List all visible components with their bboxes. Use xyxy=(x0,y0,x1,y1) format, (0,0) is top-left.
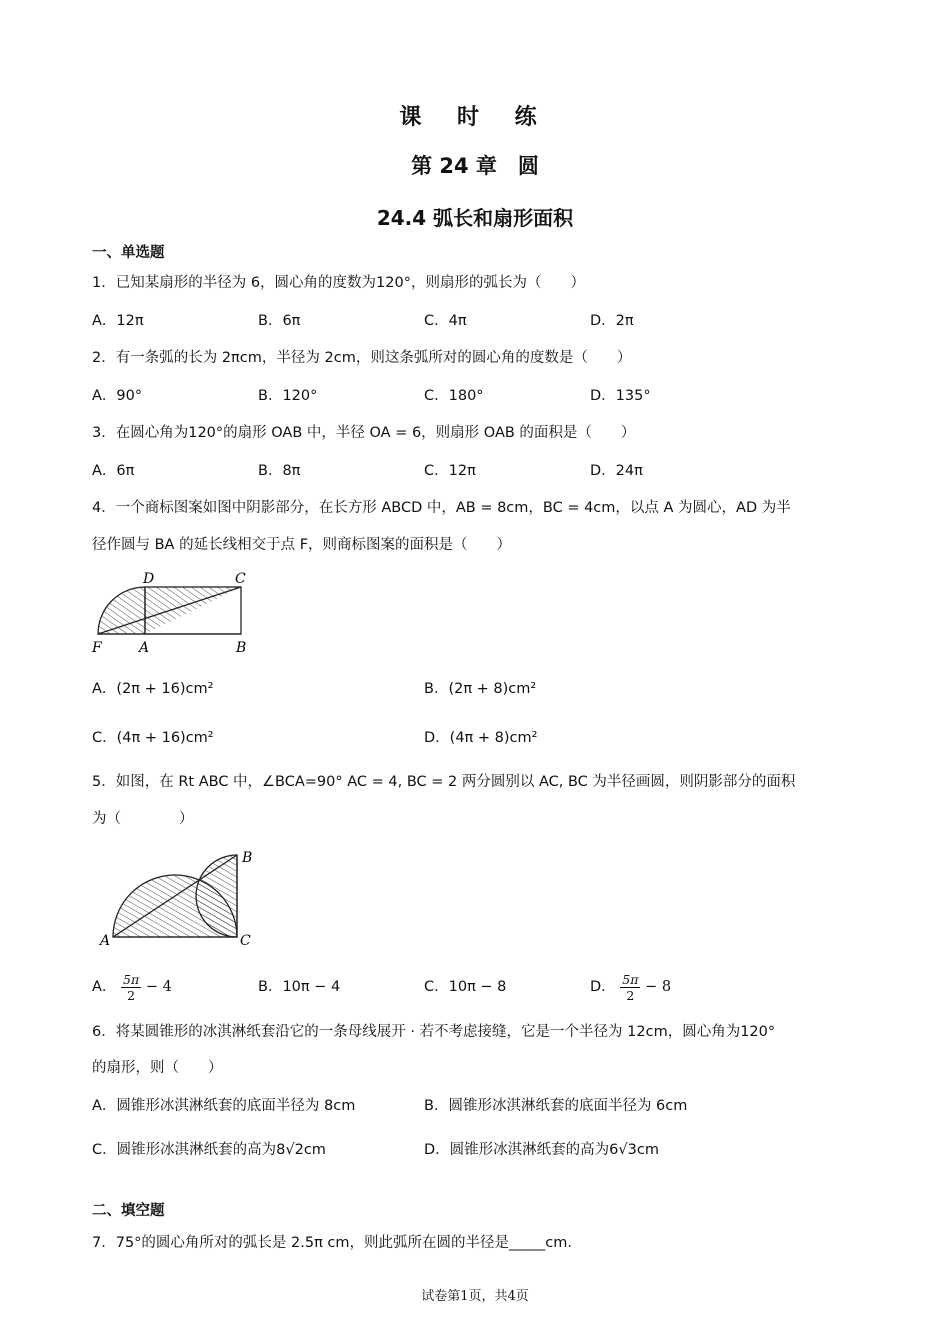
page-footer: 试卷第1页，共4页 xyxy=(421,1289,529,1304)
q1-stem: 1．已知某扇形的半径为 6，圆心角的度数为120°，则扇形的弧长为（ ） xyxy=(92,275,585,291)
q3-option-a[interactable]: A．6π xyxy=(92,463,135,479)
q4-option-c[interactable]: C．(4π + 16)cm² xyxy=(92,730,214,746)
q5-option-a[interactable] xyxy=(92,968,172,1006)
part1-heading: 一、单选题 xyxy=(92,245,165,261)
q4-figure xyxy=(88,570,258,658)
q4-stem-line1: 4．一个商标图案如图中阴影部分，在长方形 ABCD 中，AB = 8cm，BC = 4cm，以点 A 为圆心，AD 为半 xyxy=(92,500,791,516)
q6-option-b[interactable]: B．圆锥形冰淇淋纸套的底面半径为 6cm xyxy=(424,1098,688,1114)
q5-stem-line2: 为（ ） xyxy=(92,811,194,827)
q3-stem: 3．在圆心角为120°的扇形 OAB 中，半径 OA = 6，则扇形 OAB 的面积是（ ） xyxy=(92,425,636,441)
q5-option-a-fraction: $\frac{5\pi}{2}$ xyxy=(123,971,140,1003)
q5-option-d[interactable] xyxy=(590,968,671,1006)
q3-option-d[interactable]: D．24π xyxy=(590,463,643,479)
q4-shaded-triangle xyxy=(145,587,241,634)
q5-label-a: A xyxy=(100,933,111,948)
q3-option-c[interactable]: C．12π xyxy=(424,463,476,479)
q6-option-a[interactable]: A．圆锥形冰淇淋纸套的底面半径为 8cm xyxy=(92,1098,356,1114)
q5-label-c: C xyxy=(240,933,251,948)
q2-option-a[interactable]: A．90° xyxy=(92,388,143,404)
section-title: 24.4 弧长和扇形面积 xyxy=(376,206,574,230)
q2-option-b[interactable]: B．120° xyxy=(258,388,318,404)
q5-option-d-tail: − 8 xyxy=(645,979,672,995)
q4-option-a[interactable]: A．(2π + 16)cm² xyxy=(92,681,214,697)
q4-stem-line2: 径作圆与 BA 的延长线相交于点 F，则商标图案的面积是（ ） xyxy=(92,537,512,553)
q5-option-d-label: D． xyxy=(590,979,616,995)
q1-option-d[interactable]: D．2π xyxy=(590,313,634,329)
q5-label-b: B xyxy=(242,850,253,866)
q5-option-d-fraction: $\frac{5\pi}{2}$ xyxy=(622,971,639,1003)
q7-stem: 7．75°的圆心角所对的弧长是 2.5π cm，则此弧所在圆的半径是_____cm． xyxy=(92,1235,582,1251)
q5-figure xyxy=(96,848,261,948)
q6-option-d[interactable]: D．圆锥形冰淇淋纸套的高为6√3cm xyxy=(424,1142,659,1158)
q2-stem: 2．有一条弧的长为 2πcm，半径为 2cm，则这条弧所对的圆心角的度数是（ ） xyxy=(92,350,632,366)
part2-heading: 二、填空题 xyxy=(92,1203,165,1219)
q4-label-f: F xyxy=(92,640,102,656)
q4-label-b: B xyxy=(236,640,247,656)
q5-option-b[interactable]: B．10π − 4 xyxy=(258,979,341,995)
q5-stem-line1: 5．如图，在 Rt ABC 中，∠BCA=90° AC = 4, BC = 2 两分圆别以 AC, BC 为半径画圆，则阴影部分的面积 xyxy=(92,774,796,790)
q5-option-a-label: A． xyxy=(92,979,117,995)
q4-option-b[interactable]: B．(2π + 8)cm² xyxy=(424,681,537,697)
q4-label-a: A xyxy=(139,640,150,656)
q4-option-d[interactable]: D．(4π + 8)cm² xyxy=(424,730,538,746)
q5-option-a-tail: − 4 xyxy=(145,979,172,995)
page-title: 课 时 练 xyxy=(399,105,551,130)
q4-label-d: D xyxy=(143,571,155,587)
q6-stem-line1: 6．将某圆锥形的冰淇淋纸套沿它的一条母线展开 · 若不考虑接缝，它是一个半径为 12cm，圆心角为120° xyxy=(92,1024,776,1040)
q4-label-c: C xyxy=(235,571,246,587)
chapter-title: 第 24 章 圆 xyxy=(411,154,539,178)
q5-option-c[interactable]: C．10π − 8 xyxy=(424,979,507,995)
q2-option-d[interactable]: D．135° xyxy=(590,388,651,404)
q3-option-b[interactable]: B．8π xyxy=(258,463,301,479)
q1-option-c[interactable]: C．4π xyxy=(424,313,467,329)
q1-option-b[interactable]: B．6π xyxy=(258,313,301,329)
q2-option-c[interactable]: C．180° xyxy=(424,388,484,404)
q6-option-c[interactable]: C．圆锥形冰淇淋纸套的高为8√2cm xyxy=(92,1142,326,1158)
q6-stem-line2: 的扇形，则（ ） xyxy=(92,1060,223,1076)
q1-option-a[interactable]: A．12π xyxy=(92,313,144,329)
